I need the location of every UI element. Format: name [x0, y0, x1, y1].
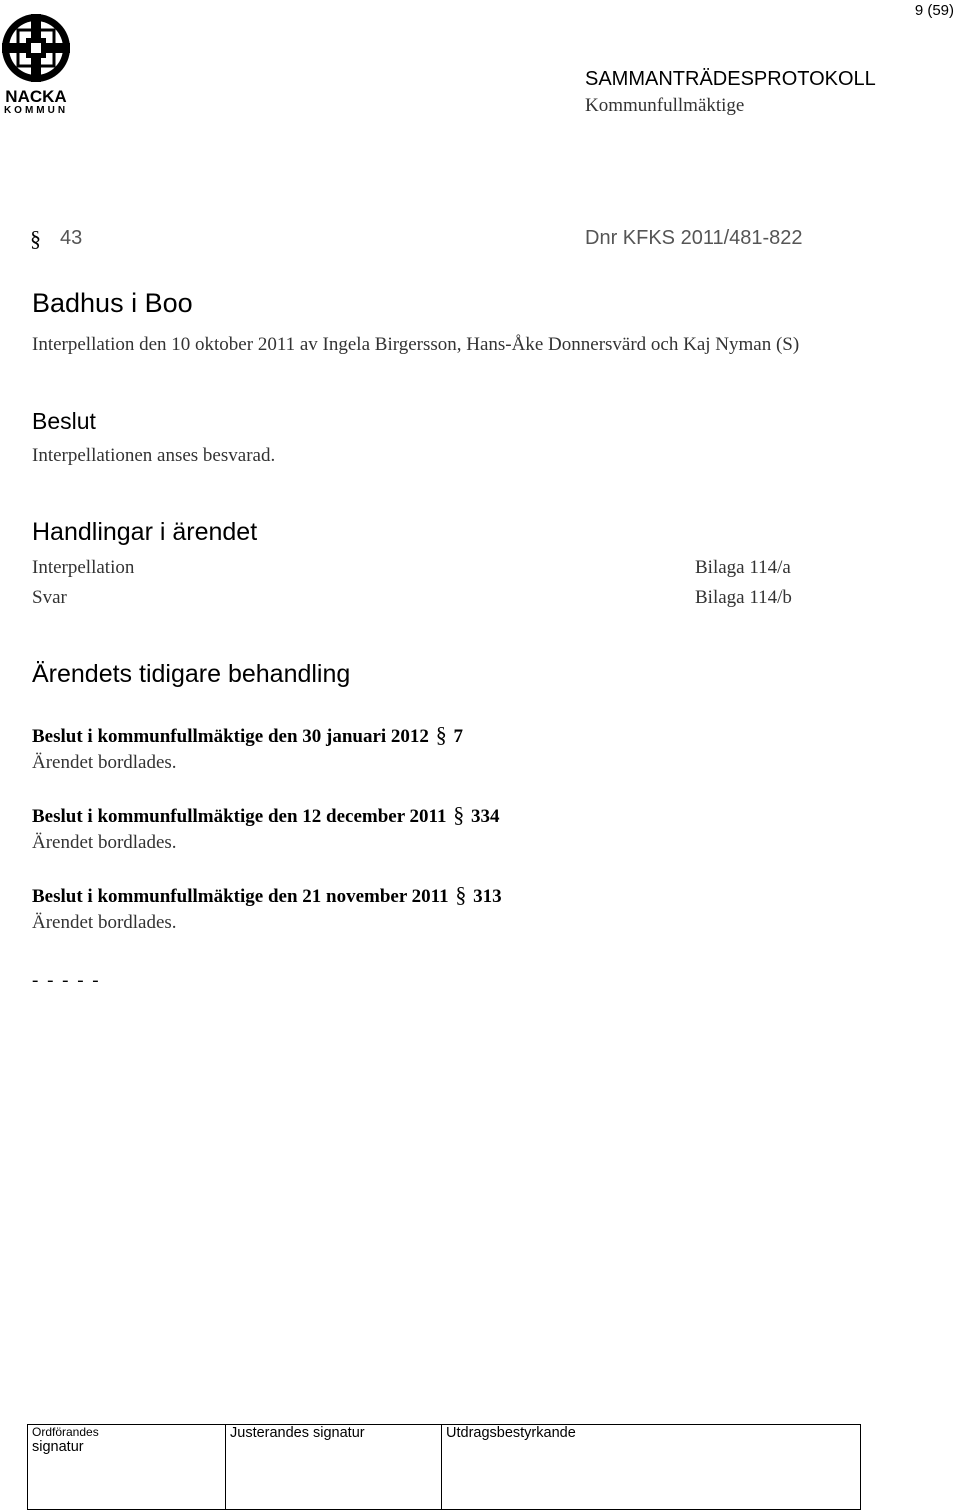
document-name: Svar [32, 587, 67, 608]
item-title: Badhus i Boo [32, 288, 193, 318]
end-marker: - - - - - [32, 970, 101, 991]
history-entry-text: Ärendet bordlades. [32, 752, 177, 773]
nacka-kommun-logo [0, 10, 72, 120]
logo-subtitle: KOMMUN [3, 105, 69, 116]
item-number: 43 [60, 227, 83, 249]
history-entry-title [32, 802, 500, 828]
adjuster-signature-label: Justerandes signatur [230, 1425, 365, 1441]
chair-signature-cell [28, 1425, 226, 1510]
history-entry-number: 7 [453, 726, 463, 747]
document-name: Interpellation [32, 557, 135, 578]
decision-heading: Beslut [32, 408, 96, 434]
chair-signature-prefix: Ordförandes [32, 1425, 99, 1439]
history-entry-para-sign: § [453, 802, 465, 827]
adjuster-signature-cell [226, 1425, 442, 1510]
history-entry-para-sign: § [435, 722, 447, 747]
municipal-emblem-icon [0, 10, 72, 86]
documents-heading: Handlingar i ärendet [32, 518, 258, 546]
certification-cell [442, 1425, 861, 1510]
document-row [32, 557, 852, 583]
document-reference: Bilaga 114/a [695, 557, 791, 578]
assembly-name: Kommunfullmäktige [585, 95, 745, 116]
signature-table [27, 1424, 861, 1510]
history-entry-title [32, 882, 502, 908]
history-entry-para-sign: § [455, 882, 467, 907]
history-entry-text: Ärendet bordlades. [32, 912, 177, 933]
diary-number: Dnr KFKS 2011/481-822 [585, 227, 803, 249]
page-number: 9 (59) [914, 2, 954, 19]
history-entry-text: Ärendet bordlades. [32, 832, 177, 853]
history-entry-title [32, 722, 463, 748]
decision-text: Interpellationen anses besvarad. [32, 445, 276, 466]
protocol-title: SAMMANTRÄDESPROTOKOLL [585, 68, 876, 90]
document-row [32, 587, 852, 613]
history-heading: Ärendets tidigare behandling [32, 660, 351, 688]
logo-name: NACKA [5, 87, 67, 106]
history-entry-title-text: Beslut i kommunfullmäktige den 30 januari 2012 [32, 726, 429, 747]
paragraph-sign: § [30, 226, 41, 251]
history-entry-title-text: Beslut i kommunfullmäktige den 21 november 2011 [32, 886, 449, 907]
chair-signature-suffix: signatur [32, 1439, 84, 1455]
history-entry-title-text: Beslut i kommunfullmäktige den 12 december 2011 [32, 806, 447, 827]
item-subtitle: Interpellation den 10 oktober 2011 av Ingela Birgersson, Hans-Åke Donnersvärd och Kaj Nyman (S) [32, 334, 800, 355]
history-entry-number: 313 [473, 886, 502, 907]
history-entry-number: 334 [471, 806, 500, 827]
certification-label: Utdragsbestyrkande [446, 1425, 576, 1441]
document-reference: Bilaga 114/b [695, 587, 792, 608]
